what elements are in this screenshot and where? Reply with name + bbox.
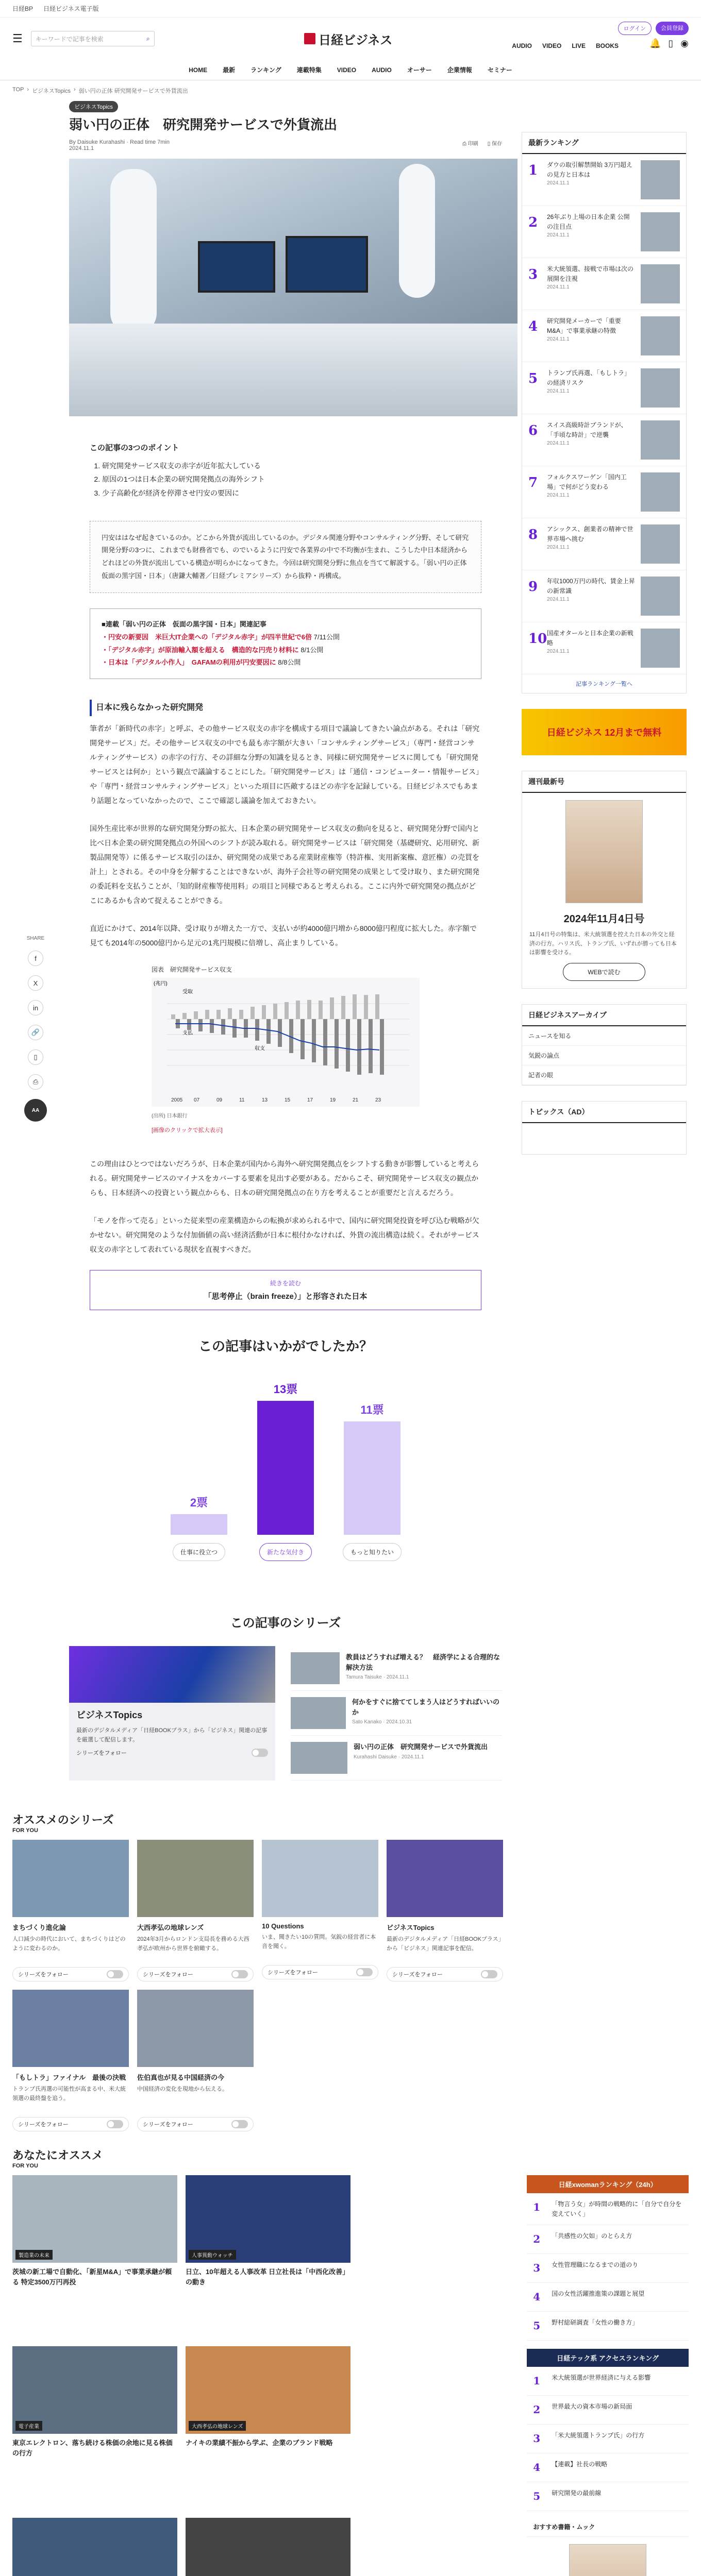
search-icon[interactable]: ⌕ <box>146 35 150 42</box>
magazine-cover[interactable] <box>565 800 643 903</box>
rank-title: アシックス、創業者の精神で世界市場へ挑む <box>547 526 633 543</box>
chart-tick-label: 15 <box>285 1097 291 1104</box>
rank-title: 女性管理職になるまでの道のり <box>552 2261 639 2269</box>
rank-title: 研究開発メーカーで「重要M&A」で事業承継の特徴 <box>547 317 621 334</box>
section-heading: 日本に残らなかった研究開発 <box>90 700 481 716</box>
read-more-label: 続きを読む <box>270 1280 301 1287</box>
rank-title: 【連載】社長の戦略 <box>552 2461 608 2468</box>
series-item[interactable]: 弱い円の正体 研究開発サービスで外貨流出 Kurahashi Daisuke · 2024.11.1 <box>291 1736 502 1781</box>
chart-bar-receipts <box>307 1000 311 1019</box>
chart-bar-receipts <box>353 994 357 1019</box>
chart-bar-receipts <box>341 996 345 1019</box>
ranking-item[interactable] <box>527 2254 689 2283</box>
bookmark-icon[interactable]: ▯ <box>668 38 674 48</box>
series-thumbnail <box>137 1990 254 2067</box>
series-item[interactable]: 教員はどうすれば増える？ 経済学による合理的な解決方法 Tamura Taisuke · 2024.11.1 <box>291 1646 502 1691</box>
series-card[interactable] <box>262 1840 378 1981</box>
ranking-item[interactable] <box>527 2453 689 2482</box>
chart-svg <box>152 978 420 1107</box>
share-rail: SHARE f X in 🔗 ▯ ⎙ AA <box>12 101 59 1801</box>
chart-bar-receipts <box>330 997 334 1019</box>
follow-button[interactable]: シリーズをフォロー <box>262 1965 378 1979</box>
rank-title: 26年ぶり上場の日本企業 公開の注目点 <box>547 213 630 230</box>
register-button[interactable]: 会員登録 <box>656 22 689 35</box>
series-title: 大西孝弘の地球レンズ <box>137 1924 204 1932</box>
point-item: 1. 研究開発サービス収支の赤字が近年拡大している <box>102 459 481 473</box>
chart-legend-label: 受取 <box>182 989 193 995</box>
series-title: まちづくり進化論 <box>12 1924 66 1932</box>
series-block <box>69 1582 502 1801</box>
lead-box: 円安ははなぜ起きているのか。どこから外貨が流出しているのか。デジタル関連分野やコンサルティング分野、そして研究開発分野の3つに、これまでも財務省でも、のでいるように円安で各業界の中で不均衡が生まれ、こうした中日本経済からどれほどの外貨が流出している構造が明らかになってきた。今回は研究開発分野に焦点を当てて解説する。「弱い円の正体 仮面の黒字国・日本」（唐鎌大輔著／日経プレミアシリーズ）から抜粋・再構成。 <box>90 521 481 594</box>
rank-title: 野村総研調査「女性の働き方」 <box>552 2319 639 2327</box>
chart-bar-payments <box>301 1019 305 1059</box>
point-item: 3. 少子高齢化が経済を停滞させ円安の要因に <box>102 486 481 500</box>
series-card[interactable] <box>12 1990 129 2131</box>
ranking-item[interactable] <box>527 2482 689 2511</box>
follow-toggle[interactable] <box>107 1970 123 1978</box>
chart-legend-label: 収支 <box>255 1046 265 1052</box>
chart-source: (出所) 日本銀行 <box>152 1113 188 1120</box>
follow-button[interactable]: シリーズをフォロー <box>137 1967 254 1981</box>
follow-button[interactable]: シリーズをフォロー <box>12 1967 129 1981</box>
paragraph: 直近にかけて、2014年以降、受け取りが増えた一方で、支払いが約4000億円増から8000億円程度に拡大した。赤字額で見ても2014年の5000億円から足元の1兆円規模に倍増し、高止まりしている。 <box>90 924 477 947</box>
rank-number: 4 <box>533 2291 541 2303</box>
save-icon[interactable]: ▯ <box>28 1049 43 1065</box>
chart-bar-receipts <box>216 1010 221 1019</box>
rank-number: 2 <box>528 215 538 230</box>
article-card[interactable] <box>186 2175 350 2338</box>
related-link[interactable]: ・円安の新要因 米巨大IT企業への「デジタル赤字」が四半世紀で6倍 <box>102 633 312 641</box>
ranking-item[interactable] <box>527 2312 689 2341</box>
rank-title: スイス高級時計ブランドが、「手頃な時計」で逆襲 <box>547 421 627 438</box>
series-title: 10 Questions <box>262 1922 304 1930</box>
rank-number: 1 <box>533 2375 541 2387</box>
series-thumbnail <box>12 1990 129 2067</box>
ranking-item[interactable] <box>522 414 686 466</box>
chart-tick-label: 21 <box>353 1097 359 1104</box>
user-icon[interactable]: ◉ <box>680 38 689 48</box>
rank-date: 2024.11.1 <box>547 545 570 551</box>
rank-thumbnail <box>641 212 680 251</box>
series-title: 佐伯真也が見る中国経済の今 <box>137 2074 225 2082</box>
paragraph: この理由はひとつではないだろうが、日本企業が国内から海外へ研究開発拠点をシフトする動きが影響していると考えられる。研究開発サービスのマイナスをカバーする要素を見出す必要がある。だからこそ、研究開発サービス収支の観点からも、日本経済への投資という観点からも、日本の研究開発拠点の在り方を考えることが重要だと言えるだろう。 <box>90 1160 479 1197</box>
chart-bar-payments <box>232 1019 237 1038</box>
chart-bar-receipts <box>273 1004 277 1019</box>
ranking-item[interactable] <box>527 2367 689 2396</box>
series-card[interactable]: ビジネスTopics 最新のデジタルメディア「日経BOOKプラス」から「ビジネス」関連の記事を厳選して配信します。 シリーズをフォロー <box>69 1646 275 1781</box>
rank-title: 米大統領選、接戦で市場は次の展開を注視 <box>547 265 634 282</box>
chart-tick-label: 2005 <box>171 1097 183 1104</box>
series-card[interactable] <box>137 1840 254 1981</box>
chart-tick-label: 11 <box>239 1097 245 1104</box>
article-card[interactable] <box>12 2175 177 2338</box>
ranking-item[interactable] <box>522 518 686 570</box>
article-thumbnail <box>186 2346 350 2434</box>
archive-link[interactable]: 気鋭の論点 <box>522 1046 686 1065</box>
chart-tick-label: 17 <box>307 1097 313 1104</box>
breadcrumb: TOP › ビジネスTopics › 弱い円の正体 研究開発サービスで外貨流出 <box>12 87 188 94</box>
rank-number: 3 <box>533 2432 541 2445</box>
related-link[interactable]: ・日本は「デジタル小作人」 GAFAMの利用が円安要因に <box>102 658 276 667</box>
ranking-item[interactable] <box>527 2425 689 2453</box>
rank-number: 4 <box>533 2461 541 2474</box>
paragraph: 国外生産比率が世界的な研究開発分野の拡大、日本企業の研究開発サービス収支の動向を見ると、研究開発分野で国内と比べ日本企業の研究開発拠点の外国へのシフトが読み取れる。研究開発サービスは「研究開発（基礎研究、応用研究、新製品開発等）に係るサービス取引のほか、研究開発の成果である産業財産権等（特許権、実用新案権、意匠権）の売買を計上」とされる。その中身を分解することはできないが、海外子会社等の研究開発の成果として受け取り、また研究開発の委託料を支払うことが、「知的財産権等使用料」の項目と同様であると考えられる。ここに内外で研究開発の拠点がどこにあるかも含めて捉えることができる。 <box>90 824 479 905</box>
global-nav <box>0 60 701 80</box>
rank-title: 国産オタールと日本企業の新戦略 <box>547 630 633 647</box>
rank-number: 2 <box>533 2403 541 2416</box>
rank-title: 「共感性の欠如」のとらえ方 <box>552 2232 632 2240</box>
print-icon[interactable]: ⎙ <box>28 1074 43 1090</box>
site-link[interactable]: 日経ビジネス電子版 <box>43 5 99 12</box>
site-logo[interactable]: 日経ビジネス <box>304 31 397 46</box>
ranking-item[interactable] <box>527 2396 689 2425</box>
article-thumbnail <box>12 2175 177 2263</box>
ad-banner[interactable]: 日経ビジネス 12月まで無料 <box>522 709 687 755</box>
read-web-button[interactable]: WEBで読む <box>563 963 645 981</box>
series-item[interactable]: 何かをすぐに捨ててしまう人はどうすればいいのか Sato Kanako · 2024.10.31 <box>291 1691 502 1736</box>
related-link[interactable]: ・「デジタル赤字」が原油輸入額を超える 構造的な円売り材料に <box>102 646 299 654</box>
gnav-home[interactable]: HOME <box>189 66 208 74</box>
chart-bar-receipts <box>194 1011 198 1019</box>
rank-thumbnail <box>641 472 680 512</box>
chart-bar-payments <box>221 1019 225 1035</box>
rank-title: 世界最大の資本市場の新局面 <box>552 2403 632 2411</box>
vote-insight-button[interactable]: 新たな気付き <box>259 1543 312 1561</box>
rank-date: 2024.11.1 <box>547 597 570 603</box>
archive-link[interactable]: ニュースを知る <box>522 1026 686 1046</box>
rank-title: 年収1000万円の時代、賃金上昇の新常識 <box>547 578 635 595</box>
facebook-icon[interactable]: f <box>28 951 43 966</box>
gnav-company[interactable]: 企業情報 <box>447 66 472 74</box>
ranking-item[interactable] <box>522 206 686 258</box>
rank-number: 1 <box>528 163 538 178</box>
rank-date: 2024.11.1 <box>547 232 570 239</box>
chart-bar-receipts <box>319 1001 323 1019</box>
chart-bar-payments <box>266 1019 271 1044</box>
vote-more-button[interactable]: もっと知りたい <box>343 1543 402 1561</box>
breadcrumb-current: 弱い円の正体 研究開発サービスで外貨流出 <box>78 88 188 94</box>
article-title: ナイキの業績不振から学ぶ、企業のブランド戦略 <box>186 2439 333 2447</box>
chart-tick-label: 09 <box>216 1097 223 1104</box>
rank-title: トランプ氏再選、「もしトラ」の経済リスク <box>547 369 631 386</box>
ranking-item[interactable] <box>522 466 686 518</box>
series-title: 「もしトラ」ファイナル 最後の決戦 <box>12 2074 126 2082</box>
side-rankings: 日経xwomanランキング（24h） 1 「物言う女」が時間の戦略的に「自分で自分を変えていく」 2 「共感性の欠如」のとらえ方 3 女性管理職になるまでの道のり 4 国の女性活躍推進策の課題と展望 5 野村総研調査「女性の働き方」 日経テック系 アクセスランキング 1 米大統領選が世界経済に与える影響 2 世界最大の資本市場の新局面 3 「米大統領選トランプ氏」の行方 4 【連載】社長の戦略 5 研究開発の最前線 おすすめ書籍・ムック <box>527 2175 689 2576</box>
publish-date: 2024.11.1 <box>69 145 94 151</box>
rank-date: 2024.11.1 <box>547 493 570 499</box>
series-title: ビジネスTopics <box>387 1924 435 1932</box>
series-thumbnail <box>137 1840 254 1917</box>
series-thumbnail <box>12 1840 129 1917</box>
save-button[interactable]: ▯ 保存 <box>487 141 502 147</box>
gnav-author[interactable]: オーサー <box>407 66 432 74</box>
rank-number: 3 <box>533 2262 541 2275</box>
topics-box: トピックス（AD） <box>522 1101 687 1155</box>
rank-number: 2 <box>533 2233 541 2246</box>
rank-thumbnail <box>641 524 680 564</box>
ranking-item[interactable] <box>527 2193 689 2225</box>
article-thumbnail <box>12 2518 177 2576</box>
linkedin-icon[interactable]: in <box>28 1000 43 1015</box>
breadcrumb-top[interactable]: TOP <box>12 87 24 93</box>
rank-title: フォルクスワーゲン「国内工場」で何がどう変わる <box>547 473 627 490</box>
chart-unit: (兆円) <box>154 981 168 987</box>
breadcrumb-series[interactable]: ビジネスTopics <box>32 88 71 94</box>
article-title: 茨城の新工場で自動化、「新星M&A」で事業承継が頼る 特定3500万円再投 <box>12 2268 172 2286</box>
bell-icon[interactable]: 🔔 <box>649 38 661 48</box>
article-card[interactable] <box>186 2346 350 2509</box>
chart-bar-receipts <box>375 994 379 1019</box>
chart-bar-payments <box>346 1019 350 1072</box>
chart-tick-label: 19 <box>330 1097 336 1104</box>
article-title: 日立、10年超える人事改革 日立社長は「中西化改善」の動き <box>186 2268 349 2286</box>
rank-thumbnail <box>641 420 680 460</box>
author[interactable]: By Daisuke Kurahashi · Read time 7min <box>69 139 170 145</box>
chart-bar-receipts <box>251 1007 255 1019</box>
series-card[interactable] <box>12 1840 129 1981</box>
vote-useful-button[interactable]: 仕事に役立つ <box>173 1543 225 1561</box>
series-block-title: この記事のシリーズ <box>230 1616 341 1631</box>
rank-thumbnail <box>641 316 680 355</box>
rank-title: 研究開発の最前線 <box>552 2489 602 2497</box>
issue-box: 週刊最新号 2024年11月4日号 11月4日号の特集は、米大統領選を控えた日本の外交と経済の行方。ハリス氏、トランプ氏、いずれが勝っても日本は影響を受ける。 WEBで読む <box>522 771 687 989</box>
article-thumbnail <box>186 2175 350 2263</box>
chart-bar-receipts <box>228 1008 232 1019</box>
article-body <box>69 700 502 1257</box>
recommend-series: オススメのシリーズ FOR YOU まちづくり進化論 人口減少の時代において、まちづくりはどのように変わるのか。 シリーズをフォロー 大西孝弘の地球レンズ 2024年3月からロンドン支局長を務める大西孝弘が欧州から世界を俯瞰する。 シリーズをフォロー 10 Questions いま、聞きたい10の質問。気鋭の経営者に本音を聞く。 シリーズをフォロー ビジネスTopics 最新のデジタルメディア「日経BOOKプラス」から「ビジネス」関連記事を配信。 シリーズをフォロー 「もしトラ」ファイナル 最後の決戦 トランプ氏再選の可能性が高まる中、米大統領選の最終盤を追う。 シリーズをフォロー 佐伯真也が見る中国経済の今 中国経済の変化を現地から伝える。 シリーズをフォロー <box>0 1811 701 2131</box>
ranking-item[interactable] <box>527 2283 689 2312</box>
series-card[interactable] <box>137 1990 254 2131</box>
follow-toggle[interactable] <box>231 2120 248 2128</box>
gnav-latest[interactable]: 最新 <box>223 66 236 74</box>
read-more-title: 「思考停止（brain freeze）」と形容された日本 <box>204 1292 368 1301</box>
nav-live[interactable]: LIVE <box>572 42 586 49</box>
rank-title: 国の女性活躍推進策の課題と展望 <box>552 2290 645 2298</box>
vote-title: この記事はいかがでしたか？ <box>198 1338 373 1354</box>
ranking-item[interactable] <box>527 2225 689 2254</box>
nav-video[interactable]: VIDEO <box>542 42 562 49</box>
vote-section <box>69 1331 502 1582</box>
rank-number: 6 <box>528 423 538 438</box>
article-card[interactable] <box>12 2346 177 2509</box>
article-title: 東京エレクトロン、落ち続ける株価の余地に見る株価の行方 <box>12 2439 173 2457</box>
rank-date: 2024.11.1 <box>547 440 570 447</box>
brand-link[interactable]: 日経BP <box>12 5 34 12</box>
series-card[interactable] <box>387 1840 503 1981</box>
rank-thumbnail <box>641 160 680 199</box>
follow-toggle[interactable] <box>356 1968 373 1976</box>
article-tag: 製造業の未来 <box>15 2250 53 2260</box>
rank-date: 2024.11.1 <box>547 649 570 655</box>
rank-number: 7 <box>528 475 538 490</box>
chart-tick-label: 13 <box>262 1097 268 1104</box>
series-thumbnail <box>387 1840 503 1917</box>
paragraph: 「モノを作って売る」といった従来型の産業構造からの転換が求められる中で、国内に研究開発投資を呼び込む戦略が欠かせない。研究開発のような付加価値の高い経済活動が日本に根付かなければ、外貨の流出構造は続く。それがサービス収支の赤字として表れている現状を直視すべきだ。 <box>90 1216 479 1254</box>
chart-bar-payments <box>187 1019 191 1030</box>
series-desc: トランプ氏再選の可能性が高まる中、米大統領選の最終盤を追う。 <box>12 2086 126 2102</box>
follow-toggle[interactable] <box>231 1970 248 1978</box>
rank-number: 5 <box>528 371 538 386</box>
topbar <box>0 0 701 18</box>
ranking-item[interactable] <box>522 622 686 674</box>
chart-figure[interactable] <box>152 963 420 1136</box>
rank-number: 10 <box>528 631 547 647</box>
rank-title: 米大統領選が世界経済に与える影響 <box>552 2374 651 2382</box>
series-desc: 最新のデジタルメディア「日経BOOKプラス」から「ビジネス」関連記事を配信。 <box>387 1936 502 1952</box>
chart-bar-receipts <box>285 1002 289 1019</box>
ranking-item[interactable] <box>522 570 686 622</box>
follow-button[interactable]: シリーズをフォロー <box>387 1967 503 1981</box>
ranking-box: 最新ランキング 1 ダウの取引解禁開始 3万円超えの見方と日本は 2024.11.1 2 26年ぶり上場の日本企業 公開の注目点 2024.11.1 3 米大統領選、接戦で市場は次の展開を注視 2024.11.1 4 研究開発メーカーで「重要M&A」で事業承継の特徴 2024.11.1 5 トランプ氏再選、「もしトラ」の経済リスク 2024.11.1 6 スイス高級時計ブランドが、「手頃な時計」で逆襲 2024.11.1 7 フォルクスワーゲン「国内工場」で何がどう変わる 2024.11.1 8 アシックス、創業者の精神で世界市場へ挑む 2024.11.1 9 年収1000万円の時代、賃金上昇の新常識 2024.11.1 10 国産オタールと日本企業の新戦略 2024.11.1 記事ランキング一覧へ <box>522 132 687 693</box>
follow-toggle[interactable] <box>481 1970 497 1978</box>
rank-number: 1 <box>533 2201 541 2214</box>
rank-date: 2024.11.1 <box>547 336 570 343</box>
read-more-box[interactable] <box>90 1270 481 1310</box>
chart-bar-receipts <box>296 1001 300 1019</box>
menu-icon[interactable]: ☰ <box>12 32 23 45</box>
key-points: この記事の3つのポイント 1. 研究開発サービス収支の赤字が近年拡大している 2. 原因の1つは日本企業の研究開発拠点の海外シフト 3. 少子高齢化が経済を停滞させ円安の要因に <box>69 442 502 521</box>
chart-bar-payments <box>255 1019 259 1041</box>
article-title: 弱い円の正体 研究開発サービスで外貨流出 <box>69 117 338 132</box>
rank-date: 2024.11.1 <box>547 388 570 395</box>
rank-number: 5 <box>533 2319 541 2332</box>
gnav-series[interactable]: 連載特集 <box>296 66 322 74</box>
rank-date: 2024.11.1 <box>547 284 570 291</box>
print-button[interactable]: ⎙ 印刷 <box>462 141 478 147</box>
rank-thumbnail <box>641 368 680 408</box>
archive-box: 日経ビジネスアーカイブ ニュースを知る 気鋭の論点 記者の眼 <box>522 1004 687 1086</box>
enlarge-link[interactable]: [画像のクリックで拡大表示] <box>152 1127 223 1134</box>
x-icon[interactable]: X <box>28 975 43 991</box>
article-card[interactable] <box>12 2518 177 2576</box>
chart-bar-receipts <box>262 1005 266 1019</box>
chart-bar-receipts <box>171 1014 175 1019</box>
header <box>0 18 701 60</box>
related-series-box: ■連載「弱い円の正体 仮面の黒字国・日本」関連記事 ・円安の新要因 米巨大IT企業への「デジタル赤字」が四半世紀で6倍 7/11公開 ・「デジタル赤字」が原油輸入額を超える 構造的な円売り材料に 8/1公開 ・日本は「デジタル小作人」 GAFAMの利用が円安要因に 8/8公開 <box>90 608 481 679</box>
point-item: 2. 原因の1つは日本企業の研究開発拠点の海外シフト <box>102 472 481 486</box>
rank-title: 「米大統領選トランプ氏」の行方 <box>552 2432 645 2439</box>
gnav-ranking[interactable]: ランキング <box>251 66 281 74</box>
nav-audio[interactable]: AUDIO <box>512 42 532 49</box>
header-nav <box>512 42 619 49</box>
rank-thumbnail <box>641 577 680 616</box>
chart-legend-label: 支払 <box>182 1030 193 1037</box>
ranking-more-link[interactable]: 記事ランキング一覧へ <box>576 681 632 687</box>
sidebar <box>522 101 687 1801</box>
vote-option: 11票 もっと知りたい <box>344 1401 400 1561</box>
link-icon[interactable]: 🔗 <box>28 1025 43 1040</box>
vote-option: 2票 仕事に役立つ <box>171 1494 227 1561</box>
chart-tick-label: 07 <box>194 1097 200 1104</box>
rank-number: 8 <box>528 527 538 543</box>
article-thumbnail <box>12 2346 177 2434</box>
font-size-button[interactable]: AA <box>24 1099 47 1122</box>
logo-mark-icon <box>304 33 315 44</box>
series-desc: 中国経済の変化を現地から伝える。 <box>137 2086 228 2093</box>
gnav-audio[interactable]: AUDIO <box>372 66 392 74</box>
rank-thumbnail <box>641 264 680 303</box>
login-button[interactable]: ログイン <box>618 22 652 35</box>
ranking-item[interactable] <box>522 258 686 310</box>
series-desc: いま、聞きたい10の質問。気鋭の経営者に本音を聞く。 <box>262 1934 376 1950</box>
article-card[interactable] <box>186 2518 350 2576</box>
hero-image <box>69 159 518 416</box>
ranking-item[interactable] <box>522 362 686 414</box>
chart-bar-receipts <box>239 1010 243 1019</box>
chart-bar-payments <box>312 1019 316 1062</box>
rank-number: 5 <box>533 2490 541 2503</box>
vote-option: 13票 新たな気付き <box>257 1381 314 1561</box>
article-tag: 大西孝弘の地球レンズ <box>189 2421 246 2431</box>
gnav-seminar[interactable]: セミナー <box>487 66 512 74</box>
series-desc: 人口減少の時代において、まちづくりはどのように変わるのか。 <box>12 1936 126 1952</box>
chart-bar-payments <box>357 1019 361 1075</box>
search-input[interactable]: キーワードで記事を検索 ⌕ <box>31 31 155 46</box>
chart-bar-receipts <box>364 995 368 1019</box>
article <box>59 101 512 1801</box>
rank-thumbnail <box>641 629 680 668</box>
article-thumbnail <box>186 2518 350 2576</box>
chart-bar-receipts <box>205 1010 209 1019</box>
chart-bar-payments <box>380 1019 384 1075</box>
rank-title: 「物言う女」が時間の戦略的に「自分で自分を変えていく」 <box>552 2200 682 2217</box>
chart-tick-label: 23 <box>375 1097 381 1104</box>
ranking-item[interactable] <box>522 310 686 362</box>
follow-button[interactable]: シリーズをフォロー <box>137 2117 254 2131</box>
chart-bar-receipts <box>182 1013 187 1019</box>
series-desc: 2024年3月からロンドン支局長を務める大西孝弘が欧州から世界を俯瞰する。 <box>137 1936 249 1952</box>
chart-bar-payments <box>210 1019 214 1033</box>
ranking-item[interactable] <box>522 154 686 206</box>
rank-number: 4 <box>528 319 538 334</box>
follow-toggle[interactable] <box>107 2120 123 2128</box>
nav-books[interactable]: BOOKS <box>595 42 619 49</box>
chart-bar-payments <box>198 1019 203 1031</box>
archive-link[interactable]: 記者の眼 <box>522 1065 686 1085</box>
follow-toggle[interactable] <box>252 1749 268 1757</box>
follow-button[interactable]: シリーズをフォロー <box>12 2117 129 2131</box>
chart-bar-payments <box>335 1019 339 1069</box>
chart-bar-payments <box>323 1019 327 1065</box>
series-thumbnail <box>262 1840 378 1917</box>
chart-bar-payments <box>369 1019 373 1073</box>
rank-number: 9 <box>528 579 538 595</box>
rank-number: 3 <box>528 267 538 282</box>
recommend-for-you: あなたにオススメ FOR YOU 製造業の未来 茨城の新工場で自動化、「新星M&A」で事業承継が頼る 特定3500万円再投 人事異動ウォッチ 日立、10年超える人事改革 日立社長は「中西化改善」の動き 電子産業 東京エレクトロン、落ち続ける株価の余地に見る株価の行方 大西孝弘の地球レンズ ナイキの業績不振から学ぶ、企業のブランド戦略 日経xwomanランキング（24h） 1 「物言う女」が時間の戦略的に「自分で自分を変えていく」 2 「共感性の欠如」のとらえ方 3 女性管理職になるまでの道のり 4 国の女性活躍推進策の課題と展望 5 野村総研調査「女性の働き方」 日経テック系 アクセスランキング 1 米大統領選が世界経済に与える影響 2 世界最大の資本市場の新局面 3 「米大統領選トランプ氏」の行方 4 【連載】社長の戦略 5 研究開発の最前線 おすすめ書籍・ムック <box>0 2147 701 2576</box>
category-badge[interactable]: ビジネスTopics <box>69 101 118 112</box>
follow-button[interactable]: シリーズをフォロー <box>76 1750 127 1757</box>
book-cover[interactable] <box>569 2544 646 2576</box>
paragraph: 筆者が「新時代の赤字」と呼ぶ、その他サービス収支の赤字を構成する項目で議論してきたい論点がある。それは「研究開発サービス」だ。その他サービス収支の中でも最も赤字額が大きい「コンサルティングサービス」（専門・経営コンサルティングサービス）の赤字の行方、その詳細な分野の知識を見るとき、同様に研究開発サービスに関しても「研究開発サービスとは何か」という観点で議論することにした。「研究開発サービス」は「通信・コンピューター・情報サービス」や「専門・経営コンサルティングサービス」といった項目に匹敵するほどの赤字を記録している。日経ビジネスでもあまり話題となっていなかったので、ここで確認し議論を加えておきたい。 <box>90 724 480 805</box>
chart-title: 図表 研究開発サービス収支 <box>152 966 232 974</box>
gnav-video[interactable]: VIDEO <box>337 66 357 74</box>
article-tag: 人事異動ウォッチ <box>189 2250 236 2260</box>
rank-date: 2024.11.1 <box>547 180 570 187</box>
rank-title: ダウの取引解禁開始 3万円超えの見方と日本は <box>547 161 633 178</box>
article-tag: 電子産業 <box>15 2421 42 2431</box>
